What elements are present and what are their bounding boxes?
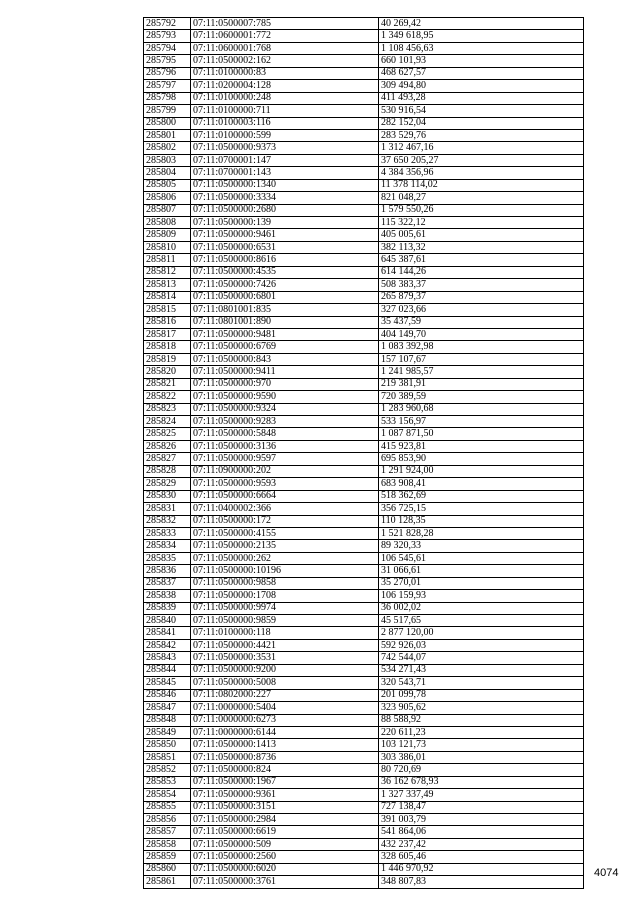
cadastral-value-cell: 533 156,97	[379, 416, 584, 428]
row-number-cell: 285803	[144, 154, 191, 166]
cadastral-number-cell: 07:11:0100000:599	[191, 129, 379, 141]
row-number-cell: 285813	[144, 279, 191, 291]
row-number-cell: 285814	[144, 291, 191, 303]
row-number-cell: 285851	[144, 751, 191, 763]
cadastral-number-cell: 07:11:0500000:1967	[191, 776, 379, 788]
table-row	[144, 714, 584, 726]
cadastral-value-cell: 327 023,66	[379, 304, 584, 316]
row-number-cell: 285802	[144, 142, 191, 154]
cadastral-value-cell: 1 241 985,57	[379, 366, 584, 378]
row-number-cell: 285818	[144, 341, 191, 353]
cadastral-number-cell: 07:11:0500000:6664	[191, 490, 379, 502]
cadastral-value-cell: 1 349 618,95	[379, 30, 584, 42]
table-row	[144, 652, 584, 664]
row-number-cell: 285845	[144, 677, 191, 689]
row-number-cell: 285793	[144, 30, 191, 42]
cadastral-value-cell: 35 437,59	[379, 316, 584, 328]
table-row	[144, 863, 584, 875]
cadastral-number-cell: 07:11:0500000:2135	[191, 540, 379, 552]
cadastral-number-cell: 07:11:0500000:9597	[191, 453, 379, 465]
table-row	[144, 403, 584, 415]
table-row	[144, 80, 584, 92]
cadastral-value-cell: 1 446 970,92	[379, 863, 584, 875]
row-number-cell: 285796	[144, 67, 191, 79]
row-number-cell: 285826	[144, 440, 191, 452]
cadastral-number-cell: 07:11:0500000:9324	[191, 403, 379, 415]
row-number-cell: 285807	[144, 204, 191, 216]
row-number-cell: 285824	[144, 416, 191, 428]
table-row	[144, 627, 584, 639]
cadastral-value-cell: 727 138,47	[379, 801, 584, 813]
cadastral-value-cell: 530 916,54	[379, 105, 584, 117]
cadastral-value-cell: 37 650 205,27	[379, 154, 584, 166]
cadastral-value-cell: 80 720,69	[379, 764, 584, 776]
table-row	[144, 154, 584, 166]
row-number-cell: 285820	[144, 366, 191, 378]
table-row	[144, 204, 584, 216]
row-number-cell: 285795	[144, 55, 191, 67]
cadastral-value-cell: 11 378 114,02	[379, 179, 584, 191]
table-row	[144, 801, 584, 813]
cadastral-number-cell: 07:11:0801001:890	[191, 316, 379, 328]
table-row	[144, 478, 584, 490]
table-row	[144, 689, 584, 701]
table-row	[144, 142, 584, 154]
cadastral-value-cell: 303 386,01	[379, 751, 584, 763]
row-number-cell: 285859	[144, 851, 191, 863]
table-row	[144, 117, 584, 129]
cadastral-number-cell: 07:11:0500000:6801	[191, 291, 379, 303]
table-row	[144, 764, 584, 776]
table-row	[144, 291, 584, 303]
cadastral-value-cell: 614 144,26	[379, 266, 584, 278]
cadastral-number-cell: 07:11:0000000:6144	[191, 726, 379, 738]
cadastral-number-cell: 07:11:0500000:6020	[191, 863, 379, 875]
row-number-cell: 285809	[144, 229, 191, 241]
cadastral-number-cell: 07:11:0500000:2984	[191, 814, 379, 826]
cadastral-number-cell: 07:11:0500000:509	[191, 838, 379, 850]
row-number-cell: 285856	[144, 814, 191, 826]
table-row	[144, 266, 584, 278]
table-row	[144, 378, 584, 390]
row-number-cell: 285821	[144, 378, 191, 390]
table-row	[144, 490, 584, 502]
cadastral-value-cell: 356 725,15	[379, 503, 584, 515]
row-number-cell: 285847	[144, 702, 191, 714]
cadastral-value-cell: 320 543,71	[379, 677, 584, 689]
table-row	[144, 353, 584, 365]
cadastral-value-cell: 328 605,46	[379, 851, 584, 863]
row-number-cell: 285844	[144, 664, 191, 676]
row-number-cell: 285797	[144, 80, 191, 92]
table-row	[144, 30, 584, 42]
row-number-cell: 285804	[144, 167, 191, 179]
cadastral-value-cell: 1 087 871,50	[379, 428, 584, 440]
row-number-cell: 285811	[144, 254, 191, 266]
table-row	[144, 664, 584, 676]
cadastral-number-cell: 07:11:0500000:9593	[191, 478, 379, 490]
cadastral-number-cell: 07:11:0500000:139	[191, 217, 379, 229]
cadastral-number-cell: 07:11:0100000:248	[191, 92, 379, 104]
row-number-cell: 285819	[144, 353, 191, 365]
table-row	[144, 776, 584, 788]
cadastral-value-cell: 265 879,37	[379, 291, 584, 303]
cadastral-number-cell: 07:11:0500000:824	[191, 764, 379, 776]
cadastral-value-cell: 508 383,37	[379, 279, 584, 291]
cadastral-number-cell: 07:11:0000000:5404	[191, 702, 379, 714]
cadastral-value-cell: 348 807,83	[379, 876, 584, 888]
table-row	[144, 254, 584, 266]
table-row	[144, 677, 584, 689]
table-row	[144, 577, 584, 589]
cadastral-value-cell: 88 588,92	[379, 714, 584, 726]
cadastral-value-table	[143, 17, 584, 889]
cadastral-number-cell: 07:11:0500000:3761	[191, 876, 379, 888]
table-row	[144, 453, 584, 465]
cadastral-value-cell: 220 611,23	[379, 726, 584, 738]
cadastral-value-cell: 541 864,06	[379, 826, 584, 838]
cadastral-number-cell: 07:11:0500000:4535	[191, 266, 379, 278]
cadastral-number-cell: 07:11:0500000:9481	[191, 328, 379, 340]
cadastral-number-cell: 07:11:0500000:4421	[191, 639, 379, 651]
cadastral-number-cell: 07:11:0500000:9200	[191, 664, 379, 676]
table-row	[144, 67, 584, 79]
cadastral-value-cell: 282 152,04	[379, 117, 584, 129]
cadastral-value-cell: 468 627,57	[379, 67, 584, 79]
cadastral-number-cell: 07:11:0500000:2560	[191, 851, 379, 863]
cadastral-value-cell: 45 517,65	[379, 615, 584, 627]
cadastral-value-cell: 106 159,93	[379, 590, 584, 602]
cadastral-value-cell: 1 312 467,16	[379, 142, 584, 154]
cadastral-value-cell: 432 237,42	[379, 838, 584, 850]
cadastral-value-cell: 36 002,02	[379, 602, 584, 614]
row-number-cell: 285812	[144, 266, 191, 278]
table-row	[144, 565, 584, 577]
row-number-cell: 285827	[144, 453, 191, 465]
cadastral-value-cell: 382 113,32	[379, 241, 584, 253]
row-number-cell: 285831	[144, 503, 191, 515]
cadastral-value-cell: 645 387,61	[379, 254, 584, 266]
table-row	[144, 167, 584, 179]
table-row	[144, 18, 584, 30]
cadastral-value-cell: 518 362,69	[379, 490, 584, 502]
table-row	[144, 739, 584, 751]
table-row	[144, 639, 584, 651]
table-row	[144, 304, 584, 316]
row-number-cell: 285835	[144, 552, 191, 564]
cadastral-number-cell: 07:11:0500000:8616	[191, 254, 379, 266]
table-row	[144, 851, 584, 863]
row-number-cell: 285792	[144, 18, 191, 30]
cadastral-value-cell: 415 923,81	[379, 440, 584, 452]
cadastral-value-cell: 660 101,93	[379, 55, 584, 67]
table-row	[144, 527, 584, 539]
cadastral-value-cell: 1 083 392,98	[379, 341, 584, 353]
row-number-cell: 285808	[144, 217, 191, 229]
cadastral-number-cell: 07:11:0500000:1340	[191, 179, 379, 191]
table-row	[144, 105, 584, 117]
row-number-cell: 285860	[144, 863, 191, 875]
cadastral-value-cell: 742 544,07	[379, 652, 584, 664]
table-row	[144, 316, 584, 328]
cadastral-number-cell: 07:11:0500000:9411	[191, 366, 379, 378]
cadastral-number-cell: 07:11:0500000:3151	[191, 801, 379, 813]
cadastral-value-cell: 115 322,12	[379, 217, 584, 229]
cadastral-number-cell: 07:11:0100003:116	[191, 117, 379, 129]
table-row	[144, 540, 584, 552]
row-number-cell: 285852	[144, 764, 191, 776]
cadastral-value-cell: 2 877 120,00	[379, 627, 584, 639]
row-number-cell: 285857	[144, 826, 191, 838]
cadastral-value-cell: 695 853,90	[379, 453, 584, 465]
table-row	[144, 391, 584, 403]
cadastral-number-cell: 07:11:0500000:9361	[191, 789, 379, 801]
row-number-cell: 285815	[144, 304, 191, 316]
cadastral-number-cell: 07:11:0100000:118	[191, 627, 379, 639]
cadastral-value-cell: 1 579 550,26	[379, 204, 584, 216]
cadastral-value-cell: 1 291 924,00	[379, 465, 584, 477]
cadastral-value-cell: 309 494,80	[379, 80, 584, 92]
row-number-cell: 285830	[144, 490, 191, 502]
cadastral-number-cell: 07:11:0500000:9974	[191, 602, 379, 614]
cadastral-number-cell: 07:11:0801001:835	[191, 304, 379, 316]
table-row	[144, 328, 584, 340]
cadastral-number-cell: 07:11:0500000:9461	[191, 229, 379, 241]
row-number-cell: 285858	[144, 838, 191, 850]
cadastral-number-cell: 07:11:0500000:8736	[191, 751, 379, 763]
cadastral-number-cell: 07:11:0600001:768	[191, 42, 379, 54]
row-number-cell: 285823	[144, 403, 191, 415]
table-row	[144, 814, 584, 826]
cadastral-number-cell: 07:11:0500000:4155	[191, 527, 379, 539]
cadastral-number-cell: 07:11:0500000:2680	[191, 204, 379, 216]
row-number-cell: 285849	[144, 726, 191, 738]
cadastral-value-cell: 323 905,62	[379, 702, 584, 714]
cadastral-value-cell: 201 099,78	[379, 689, 584, 701]
cadastral-value-cell: 391 003,79	[379, 814, 584, 826]
cadastral-number-cell: 07:11:0500000:262	[191, 552, 379, 564]
row-number-cell: 285846	[144, 689, 191, 701]
cadastral-number-cell: 07:11:0000000:6273	[191, 714, 379, 726]
cadastral-value-cell: 404 149,70	[379, 328, 584, 340]
table-row	[144, 726, 584, 738]
cadastral-number-cell: 07:11:0500000:10196	[191, 565, 379, 577]
cadastral-number-cell: 07:11:0100000:83	[191, 67, 379, 79]
cadastral-value-cell: 40 269,42	[379, 18, 584, 30]
cadastral-number-cell: 07:11:0500000:3334	[191, 192, 379, 204]
row-number-cell: 285850	[144, 739, 191, 751]
table-row	[144, 876, 584, 888]
table-row	[144, 440, 584, 452]
cadastral-value-cell: 157 107,67	[379, 353, 584, 365]
cadastral-number-cell: 07:11:0500000:843	[191, 353, 379, 365]
cadastral-number-cell: 07:11:0600001:772	[191, 30, 379, 42]
cadastral-value-cell: 4 384 356,96	[379, 167, 584, 179]
cadastral-number-cell: 07:11:0500000:6619	[191, 826, 379, 838]
cadastral-number-cell: 07:11:0500000:970	[191, 378, 379, 390]
table-row	[144, 590, 584, 602]
table-row	[144, 751, 584, 763]
table-row	[144, 92, 584, 104]
cadastral-value-cell: 534 271,43	[379, 664, 584, 676]
cadastral-value-cell: 219 381,91	[379, 378, 584, 390]
table-row	[144, 179, 584, 191]
cadastral-value-cell: 1 521 828,28	[379, 527, 584, 539]
cadastral-value-cell: 110 128,35	[379, 515, 584, 527]
table-row	[144, 428, 584, 440]
cadastral-number-cell: 07:11:0500000:1413	[191, 739, 379, 751]
cadastral-number-cell: 07:11:0500000:6531	[191, 241, 379, 253]
row-number-cell: 285842	[144, 639, 191, 651]
table-row	[144, 366, 584, 378]
cadastral-value-cell: 89 320,33	[379, 540, 584, 552]
table-row	[144, 838, 584, 850]
row-number-cell: 285861	[144, 876, 191, 888]
table-row	[144, 279, 584, 291]
table-row	[144, 702, 584, 714]
table-row	[144, 241, 584, 253]
cadastral-number-cell: 07:11:0700001:143	[191, 167, 379, 179]
cadastral-value-cell: 1 283 960,68	[379, 403, 584, 415]
table-row	[144, 42, 584, 54]
table-row	[144, 129, 584, 141]
cadastral-number-cell: 07:11:0500000:1708	[191, 590, 379, 602]
row-number-cell: 285805	[144, 179, 191, 191]
cadastral-number-cell: 07:11:0200004:128	[191, 80, 379, 92]
table-row	[144, 192, 584, 204]
cadastral-number-cell: 07:11:0500007:785	[191, 18, 379, 30]
cadastral-number-cell: 07:11:0500000:9283	[191, 416, 379, 428]
cadastral-value-cell: 821 048,27	[379, 192, 584, 204]
row-number-cell: 285801	[144, 129, 191, 141]
table-row	[144, 229, 584, 241]
cadastral-value-cell: 36 162 678,93	[379, 776, 584, 788]
table-row	[144, 552, 584, 564]
row-number-cell: 285828	[144, 465, 191, 477]
cadastral-number-cell: 07:11:0802000:227	[191, 689, 379, 701]
row-number-cell: 285806	[144, 192, 191, 204]
cadastral-value-cell: 35 270,01	[379, 577, 584, 589]
table-row	[144, 789, 584, 801]
table-row	[144, 503, 584, 515]
cadastral-value-cell: 683 908,41	[379, 478, 584, 490]
cadastral-number-cell: 07:11:0500000:5008	[191, 677, 379, 689]
cadastral-number-cell: 07:11:0500000:9858	[191, 577, 379, 589]
row-number-cell: 285829	[144, 478, 191, 490]
table-row	[144, 826, 584, 838]
table-row	[144, 55, 584, 67]
row-number-cell: 285841	[144, 627, 191, 639]
row-number-cell: 285799	[144, 105, 191, 117]
table-row	[144, 416, 584, 428]
cadastral-value-cell: 31 066,61	[379, 565, 584, 577]
row-number-cell: 285834	[144, 540, 191, 552]
cadastral-number-cell: 07:11:0500000:9859	[191, 615, 379, 627]
cadastral-value-cell: 1 327 337,49	[379, 789, 584, 801]
cadastral-value-cell: 592 926,03	[379, 639, 584, 651]
table-row	[144, 465, 584, 477]
row-number-cell: 285848	[144, 714, 191, 726]
row-number-cell: 285853	[144, 776, 191, 788]
cadastral-number-cell: 07:11:0500000:9373	[191, 142, 379, 154]
row-number-cell: 285794	[144, 42, 191, 54]
table-row	[144, 602, 584, 614]
cadastral-value-cell: 283 529,76	[379, 129, 584, 141]
cadastral-number-cell: 07:11:0500000:7426	[191, 279, 379, 291]
table-row	[144, 515, 584, 527]
row-number-cell: 285836	[144, 565, 191, 577]
row-number-cell: 285843	[144, 652, 191, 664]
cadastral-number-cell: 07:11:0500000:9590	[191, 391, 379, 403]
row-number-cell: 285798	[144, 92, 191, 104]
cadastral-number-cell: 07:11:0500000:3531	[191, 652, 379, 664]
row-number-cell: 285810	[144, 241, 191, 253]
cadastral-number-cell: 07:11:0500000:172	[191, 515, 379, 527]
row-number-cell: 285854	[144, 789, 191, 801]
cadastral-number-cell: 07:11:0500000:6769	[191, 341, 379, 353]
row-number-cell: 285838	[144, 590, 191, 602]
row-number-cell: 285816	[144, 316, 191, 328]
cadastral-value-cell: 106 545,61	[379, 552, 584, 564]
table-body	[144, 18, 584, 889]
row-number-cell: 285832	[144, 515, 191, 527]
cadastral-value-cell: 720 389,59	[379, 391, 584, 403]
row-number-cell: 285837	[144, 577, 191, 589]
cadastral-value-cell: 1 108 456,63	[379, 42, 584, 54]
cadastral-value-cell: 103 121,73	[379, 739, 584, 751]
table-row	[144, 615, 584, 627]
cadastral-number-cell: 07:11:0100000:711	[191, 105, 379, 117]
cadastral-number-cell: 07:11:0900000:202	[191, 465, 379, 477]
row-number-cell: 285825	[144, 428, 191, 440]
cadastral-value-cell: 411 493,28	[379, 92, 584, 104]
row-number-cell: 285855	[144, 801, 191, 813]
row-number-cell: 285840	[144, 615, 191, 627]
page-number: 4074	[594, 867, 619, 879]
table-row	[144, 341, 584, 353]
cadastral-number-cell: 07:11:0500000:5848	[191, 428, 379, 440]
cadastral-number-cell: 07:11:0700001:147	[191, 154, 379, 166]
row-number-cell: 285800	[144, 117, 191, 129]
row-number-cell: 285833	[144, 527, 191, 539]
cadastral-number-cell: 07:11:0400002:366	[191, 503, 379, 515]
cadastral-number-cell: 07:11:0500000:3136	[191, 440, 379, 452]
row-number-cell: 285817	[144, 328, 191, 340]
row-number-cell: 285822	[144, 391, 191, 403]
cadastral-value-cell: 405 005,61	[379, 229, 584, 241]
cadastral-number-cell: 07:11:0500002:162	[191, 55, 379, 67]
row-number-cell: 285839	[144, 602, 191, 614]
table-row	[144, 217, 584, 229]
